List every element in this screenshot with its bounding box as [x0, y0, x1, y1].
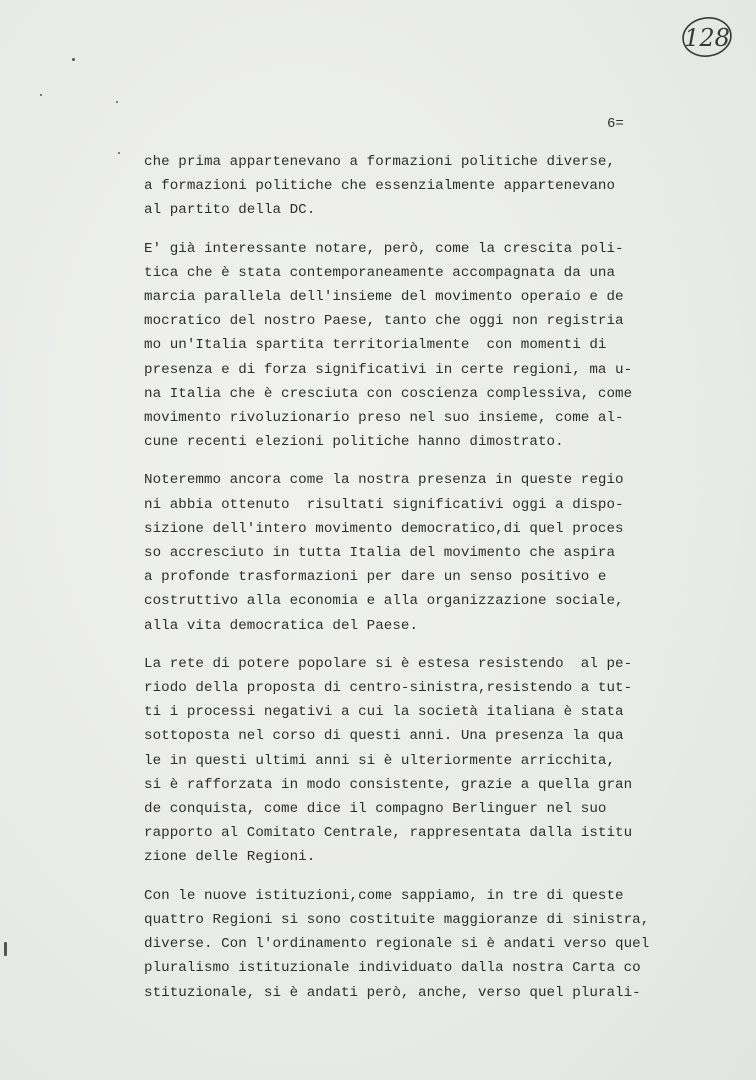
text-line: a profonde trasformazioni per dare un senso positivo e	[144, 569, 607, 586]
stamp-circle-icon	[680, 14, 734, 60]
archive-page-stamp	[680, 14, 734, 60]
paragraph-5	[144, 884, 674, 1005]
text-line: sizione dell'intero movimento democratico,di quel proces	[144, 520, 624, 537]
text-line: cune recenti elezioni politiche hanno dimostrato.	[144, 434, 564, 451]
text-line: na Italia che è cresciuta con coscienza complessiva, come	[144, 385, 633, 402]
text-line: ni abbia ottenuto risultati significativi oggi a dispo-	[144, 496, 624, 513]
text-line: quattro Regioni si sono costituite maggioranze di sinistra,	[144, 911, 650, 928]
text-line: costruttivo alla economia e alla organizzazione sociale,	[144, 593, 624, 610]
text-line: le in questi ultimi anni si è ulteriormente arricchita,	[144, 752, 616, 769]
text-line: stituzionale, si è andati però, anche, verso quel plurali-	[144, 984, 641, 1001]
scan-speck	[118, 152, 120, 154]
paragraph-4	[144, 652, 674, 870]
text-line: al partito della DC.	[144, 202, 316, 219]
text-line: mo un'Italia spartita territorialmente con momenti di	[144, 337, 607, 354]
document-body	[144, 150, 674, 1019]
text-line: rapporto al Comitato Centrale, rappresentata dalla istitu	[144, 825, 633, 842]
text-line: zione delle Regioni.	[144, 849, 316, 866]
text-line: alla vita democratica del Paese.	[144, 617, 419, 634]
text-line: Con le nuove istituzioni,come sappiamo, in tre di queste	[144, 887, 624, 904]
text-line: riodo della proposta di centro-sinistra,resistendo a tut-	[144, 680, 633, 697]
scan-speck	[40, 94, 42, 96]
text-line: E' già interessante notare, però, come la crescita poli-	[144, 240, 624, 257]
paragraph-1	[144, 150, 674, 223]
text-line: mocratico del nostro Paese, tanto che oggi non registria	[144, 313, 624, 330]
text-line: movimento rivoluzionario preso nel suo insieme, come al-	[144, 410, 624, 427]
text-line: ti i processi negativi a cui la società italiana è stata	[144, 704, 624, 721]
svg-text:128: 128	[684, 24, 730, 52]
scan-speck	[4, 942, 7, 956]
text-line: Noteremmo ancora come la nostra presenza in queste regio	[144, 472, 624, 489]
text-line: La rete di potere popolare si è estesa resistendo al pe-	[144, 655, 633, 672]
text-line: so accresciuto in tutta Italia del movimento che aspira	[144, 545, 616, 562]
page-number: 6=	[607, 116, 624, 132]
text-line: de conquista, come dice il compagno Berlinguer nel suo	[144, 801, 607, 818]
text-line: marcia parallela dell'insieme del movimento operaio e de	[144, 289, 624, 306]
text-line: presenza e di forza significativi in certe regioni, ma u-	[144, 361, 633, 378]
text-line: tica che è stata contemporaneamente accompagnata da una	[144, 264, 616, 281]
scan-speck	[72, 58, 75, 61]
text-line: diverse. Con l'ordinamento regionale si è andati verso quel	[144, 936, 650, 953]
scan-speck	[116, 101, 118, 103]
paragraph-3	[144, 468, 674, 637]
text-line: che prima appartenevano a formazioni politiche diverse,	[144, 154, 616, 170]
text-line: sottoposta nel corso di questi anni. Una presenza la qua	[144, 728, 624, 745]
text-line: a formazioni politiche che essenzialmente appartenevano	[144, 178, 616, 195]
text-line: pluralismo istituzionale individuato dalla nostra Carta co	[144, 960, 641, 977]
paragraph-2	[144, 237, 674, 455]
text-line: si è rafforzata in modo consistente, grazie a quella gran	[144, 776, 633, 793]
